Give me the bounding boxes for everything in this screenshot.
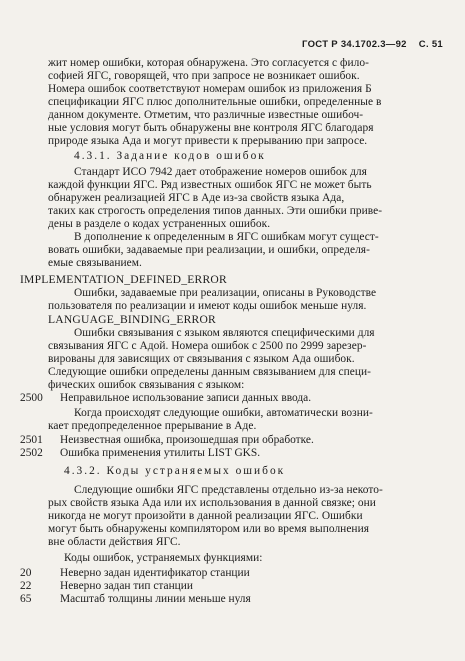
error-code: 22 (20, 580, 32, 592)
text-line: Ошибки, задаваемые при реализации, описаны в Руководстве (74, 287, 377, 299)
page-header (302, 39, 443, 50)
text-line: дены в разделе о кодах устраненных ошибок. (48, 218, 271, 230)
error-description: Неправильное использование записи данных ввода. (60, 392, 312, 404)
text-line: Коды ошибок, устраняемых функциями: (64, 552, 263, 564)
text-line: фических ошибок связывания с языком: (48, 379, 245, 391)
text-line: кает предопределенное прерывание в Аде. (48, 420, 257, 432)
error-description: Неверно задан идентификатор станции (60, 567, 250, 579)
text-line: рых свойств языка Ада или их использования в данной связке; они (48, 497, 376, 509)
text-line: пользователя по реализации и имеют коды ошибок меньше нуля. (48, 300, 367, 312)
text-line: каждой функции ЯГС. Ряд известных ошибок ЯГС не может быть (48, 179, 372, 191)
text-line: никогда не могут произойти в данной реализации ЯГС. Ошибки (48, 510, 363, 522)
text-line: природе языка Ада и могут привести к прерыванию при запросе. (48, 135, 368, 147)
text-line: Когда происходят следующие ошибки, автоматически возни- (74, 407, 373, 419)
section-heading: 4.3.2. Коды устраняемых ошибок (64, 465, 286, 477)
error-code: 65 (20, 593, 32, 605)
text-line: Стандарт ИСО 7942 дает отображение номеров ошибок для (74, 166, 367, 178)
text-line: обнаружен реализацией ЯГС в Аде из-за свойств языка Ада, (48, 192, 345, 204)
error-code: 2500 (20, 392, 43, 404)
text-line: Следующие ошибки ЯГС представлены отдельно из-за некото- (74, 484, 383, 496)
text-line: спецификации ЯГС плюс дополнительные ошибки, определенные в (48, 96, 382, 108)
text-line: таких как строгость определения типов данных. Эти ошибки приве- (48, 205, 383, 217)
page-number: С. 51 (418, 39, 443, 50)
standard-number: ГОСТ Р 34.1702.3—92 (302, 39, 407, 50)
text-line: данном документе. Отметим, что различные известные ошибоч- (48, 109, 364, 121)
text-line: жит номер ошибки, которая обнаружена. Это согласуется с фило- (48, 57, 369, 69)
text-line: вовать ошибки, задаваемые при реализации, и ошибки, определя- (48, 244, 370, 256)
section-heading: 4.3.1. Задание кодов ошибок (74, 150, 266, 162)
error-code: 2501 (20, 434, 43, 446)
text-line: ные условия могут быть обнаружены вне контроля ЯГС благодаря (48, 122, 374, 134)
text-line: софией ЯГС, говорящей, что при запросе не возникает ошибок. (48, 70, 360, 82)
text-line: Ошибки связывания с языком являются специфическими для (74, 327, 375, 339)
error-class-heading: LANGUAGE_BINDING_ERROR (48, 313, 216, 326)
text-line: вне области действия ЯГС. (48, 536, 181, 548)
text-line: Следующие ошибки определены данным связыванием для специ- (48, 366, 371, 378)
error-code: 2502 (20, 447, 43, 459)
text-line: вированы для зависящих от связывания с языком Ада ошибок. (48, 353, 355, 365)
text-line: связывания ЯГС с Адой. Номера ошибок с 2500 по 2999 зарезер- (48, 340, 367, 352)
error-code: 20 (20, 567, 32, 579)
error-description: Неверно задан тип станции (60, 580, 193, 592)
text-line: емые связыванием. (48, 257, 142, 269)
text-line: Номера ошибок соответствуют номерам ошибок из приложения Б (48, 83, 372, 95)
error-description: Ошибка применения утилиты LIST GKS. (60, 447, 261, 459)
error-description: Масштаб толщины линии меньше нуля (60, 593, 251, 605)
error-description: Неизвестная ошибка, произошедшая при обработке. (60, 434, 314, 446)
text-line: могут быть обнаружены компилятором или во время выполнения (48, 523, 370, 535)
error-class-heading: IMPLEMENTATION_DEFINED_ERROR (20, 273, 227, 286)
text-line: В дополнение к определенным в ЯГС ошибкам могут сущест- (74, 231, 379, 243)
